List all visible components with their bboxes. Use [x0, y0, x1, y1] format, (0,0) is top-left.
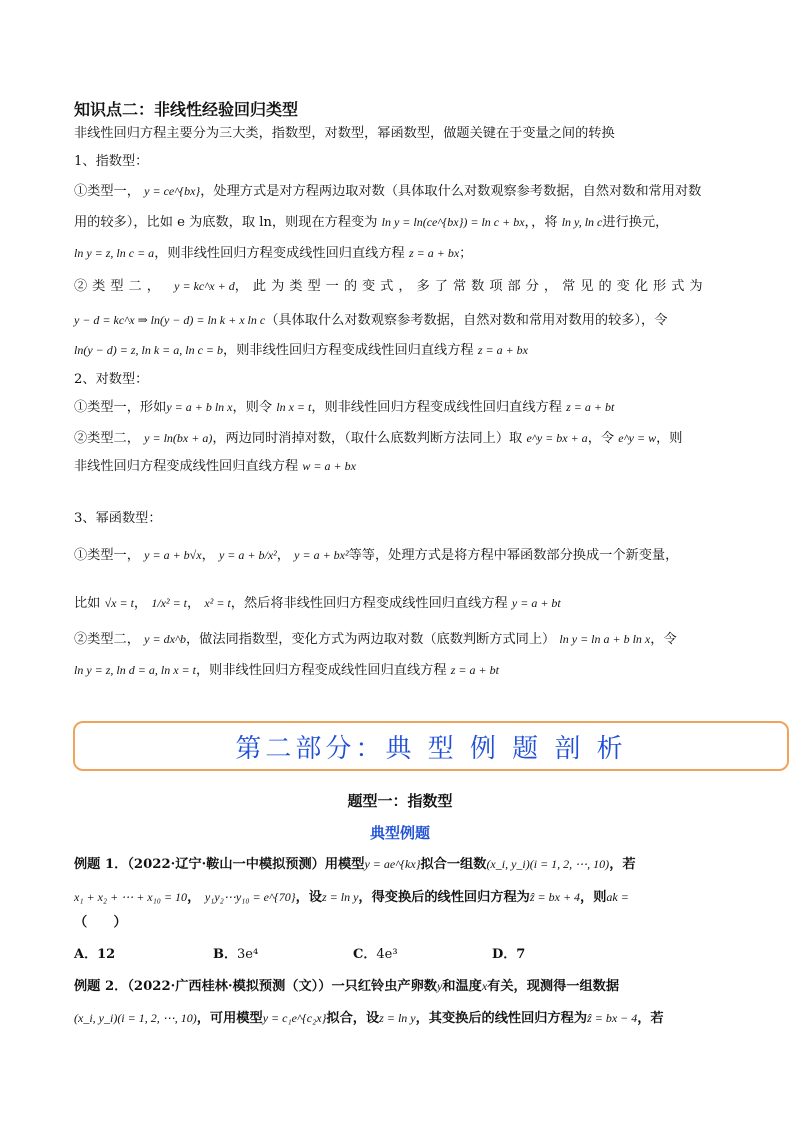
- text: 比如: [74, 596, 101, 611]
- exp-line-6: [74, 340, 528, 361]
- text: ，两边同时消掉对数，（取什么底数判断方法同上）取: [212, 431, 523, 446]
- formula: ln x = t: [276, 400, 312, 414]
- formula: ln y, ln c: [561, 215, 603, 229]
- banner-title: 第二部分：典 型 例 题 剖 析: [235, 733, 627, 764]
- formula: y = c₁e^{c₂x}: [262, 1011, 327, 1025]
- text: 2、对数型：: [74, 372, 149, 387]
- ex1-line-2: x₁ + x₂ + ⋯ + x₁₀ = 10， y₁y₂⋯y₁₀ = e^{70}，设z = ln y，得变换后的线性回归方程为ẑ = bx + 4，则ak =: [74, 890, 629, 905]
- formula: y = ln(bx + a): [144, 431, 213, 445]
- text: ，做法同指数型，变化方式为两边取对数（底数判断方式同上）: [185, 632, 556, 647]
- formula: y = ce^{bx}: [144, 184, 201, 198]
- log-title: [74, 370, 148, 390]
- formula: (x_i, y_i)(i = 1, 2, ⋯, 10): [486, 857, 610, 871]
- text: ，其变换后的线性回归方程为: [415, 1011, 588, 1026]
- text: ，令: [650, 632, 677, 647]
- text: （具体取什么对数观察参考数据，自然对数和常用对数用的较多），令: [265, 313, 668, 328]
- formula: ln(y − d) = z, ln k = a, ln c = b: [74, 343, 224, 357]
- text: 例题 1．（2022·辽宁·鞍山一中模拟预测）用模型: [74, 857, 365, 872]
- pow-title: [74, 509, 162, 529]
- formula: ln y = ln(ce^{bx}) = ln c + bx: [381, 215, 525, 229]
- formula: y: [436, 979, 443, 993]
- pow-line-4: [74, 660, 499, 681]
- formula: ẑ = bx − 4: [587, 1011, 638, 1025]
- exp-line-3: [74, 243, 472, 264]
- option-text: 4e³: [376, 947, 398, 962]
- text: 进行换元，: [602, 215, 669, 230]
- type-title: 题型一：指数型: [347, 792, 453, 810]
- formula: ln y = ln a + b ln x: [559, 632, 651, 646]
- formula: y = dx^b: [144, 632, 186, 646]
- text: 拟合，设: [326, 1011, 380, 1026]
- formula: e^y = bx + a: [526, 431, 588, 445]
- exp-title: [74, 152, 148, 172]
- formula: e^y = w: [618, 431, 657, 445]
- text: ，此为类型一的变式，多了常数项部分，常见的变化形式为: [234, 279, 708, 294]
- text: ①类型一，形如: [74, 400, 167, 415]
- text: 用的较多），比如 e 为底数，取 ln，则现在方程变为: [74, 215, 378, 230]
- formula: x: [481, 979, 488, 993]
- formula: z = ln y: [379, 1011, 416, 1025]
- pow-line-2: 比如 √x = t， 1/x² = t， x² = t，然后将非线性回归方程变成线性回归直线方程 y = a + bt: [74, 596, 561, 611]
- text: 等等，处理方式是将方程中幂函数部分换成一个新变量，: [348, 548, 679, 563]
- option-c[interactable]: [353, 943, 398, 962]
- formula: (x_i, y_i)(i = 1, 2, ⋯, 10): [74, 1011, 197, 1025]
- exp-line-2: [74, 212, 668, 233]
- option-text: 3e⁴: [237, 947, 259, 962]
- exp-line-1: [74, 181, 701, 202]
- text: ②类型二，: [74, 632, 140, 647]
- text: （ ）: [74, 915, 127, 930]
- section-heading: 知识点二：非线性经验回归类型: [74, 100, 299, 119]
- part-two-banner: [73, 721, 789, 771]
- formula: w = a + bx: [302, 459, 356, 473]
- option-letter: A．: [74, 947, 98, 962]
- option-text: 12: [97, 947, 116, 962]
- option-letter: C．: [353, 947, 377, 962]
- text: ，若: [609, 857, 636, 872]
- text: ②类型二，: [74, 431, 140, 446]
- ex1-line-1: [74, 854, 636, 875]
- text: 非线性回归方程变成线性回归直线方程: [74, 459, 299, 474]
- text: ①类型一，: [74, 184, 140, 199]
- text: ，然后将非线性回归方程变成线性回归直线方程: [230, 596, 508, 611]
- text: ，令: [587, 431, 615, 446]
- formula: z = a + bx: [408, 246, 460, 260]
- pow-line-1: ①类型一， y = a + b√x， y = a + b/x²， y = a + bx²等等，处理方式是将方程中幂函数部分换成一个新变量，: [74, 548, 679, 563]
- ex1-paren: [74, 913, 127, 933]
- formula: x₁ + x₂ + ⋯ + x₁₀ = 10: [74, 890, 188, 904]
- option-a[interactable]: [74, 943, 115, 962]
- formula: ak =: [606, 890, 629, 904]
- log-line-1: [74, 397, 614, 418]
- text: ①类型一，: [74, 548, 140, 563]
- formula: ln y = z, ln c = a: [74, 246, 155, 260]
- text: ，若: [637, 1011, 664, 1026]
- text: ，则: [580, 890, 607, 905]
- text: ，，将: [524, 215, 558, 230]
- exp-title-text: 1、指数型：: [74, 154, 149, 169]
- text: ，可用模型: [196, 1011, 263, 1026]
- log-line-2: [74, 428, 682, 449]
- log-line-3: [74, 456, 356, 477]
- text: ，则非线性回归方程变成线性回归直线方程: [154, 246, 405, 261]
- text: ，则非线性回归方程变成线性回归直线方程: [223, 343, 474, 358]
- option-b[interactable]: [213, 943, 258, 962]
- formula: 1/x² = t: [151, 596, 188, 610]
- option-text: 7: [516, 947, 526, 962]
- exp-line-5: [74, 310, 667, 331]
- text: ，则: [656, 431, 683, 446]
- formula: y = a + b/x²: [218, 548, 277, 562]
- text: ；: [459, 246, 473, 261]
- text: 有关，现测得一组数据: [487, 979, 620, 994]
- intro-line: [74, 124, 615, 144]
- pow-line-3: [74, 629, 677, 650]
- text: ，则非线性回归方程变成线性回归直线方程: [311, 400, 562, 415]
- text: ，处理方式是对方程两边取对数（具体取什么对数观察参考数据，自然对数和常用对数: [200, 184, 702, 199]
- formula: √x = t: [104, 596, 134, 610]
- text: ，设: [295, 890, 322, 905]
- formula: z = a + bt: [566, 400, 615, 414]
- formula: z = ln y: [321, 890, 359, 904]
- option-letter: D．: [492, 947, 517, 962]
- formula: y = a + b√x: [144, 548, 202, 562]
- text: 3、幂函数型：: [74, 511, 162, 526]
- ex2-line-2: [74, 1008, 664, 1029]
- text: ，得变换后的线性回归方程为: [358, 890, 530, 905]
- formula: y₁y₂⋯y₁₀ = e^{70}: [204, 890, 296, 904]
- formula: z = a + bx: [477, 343, 529, 357]
- text: ②类型二，: [74, 279, 165, 294]
- text: 例题 2．（2022·广西桂林·模拟预测（文））一只红铃虫产卵数: [74, 979, 437, 994]
- formula: y = a + bx²: [294, 548, 349, 562]
- text: ，则非线性回归方程变成线性回归直线方程: [195, 663, 447, 678]
- formula: y = a + bt: [511, 596, 561, 610]
- formula: z = a + bt: [450, 663, 499, 677]
- formula: y − d = kc^x ⇒ ln(y − d) = ln k + x ln c: [74, 313, 266, 327]
- option-d[interactable]: [492, 943, 525, 962]
- text: 和温度: [442, 979, 482, 994]
- text: ，则令: [232, 400, 273, 415]
- formula: ln y = z, ln d = a, ln x = t: [74, 663, 196, 677]
- ex2-line-1: [74, 976, 619, 997]
- formula: y = a + b ln x: [166, 400, 233, 414]
- intro-text: 非线性回归方程主要分为三大类，指数型，对数型，幂函数型，做题关键在于变量之间的转换: [74, 126, 615, 141]
- text: 拟合一组数: [420, 857, 487, 872]
- formula: y = ae^{kx}: [364, 857, 421, 871]
- formula: ẑ = bx + 4: [529, 890, 581, 904]
- option-letter: B．: [213, 947, 237, 962]
- sub-title: 典型例题: [369, 824, 430, 842]
- formula: y = kc^x + d: [174, 279, 235, 293]
- exp-line-4: [74, 276, 708, 297]
- formula: x² = t: [204, 596, 231, 610]
